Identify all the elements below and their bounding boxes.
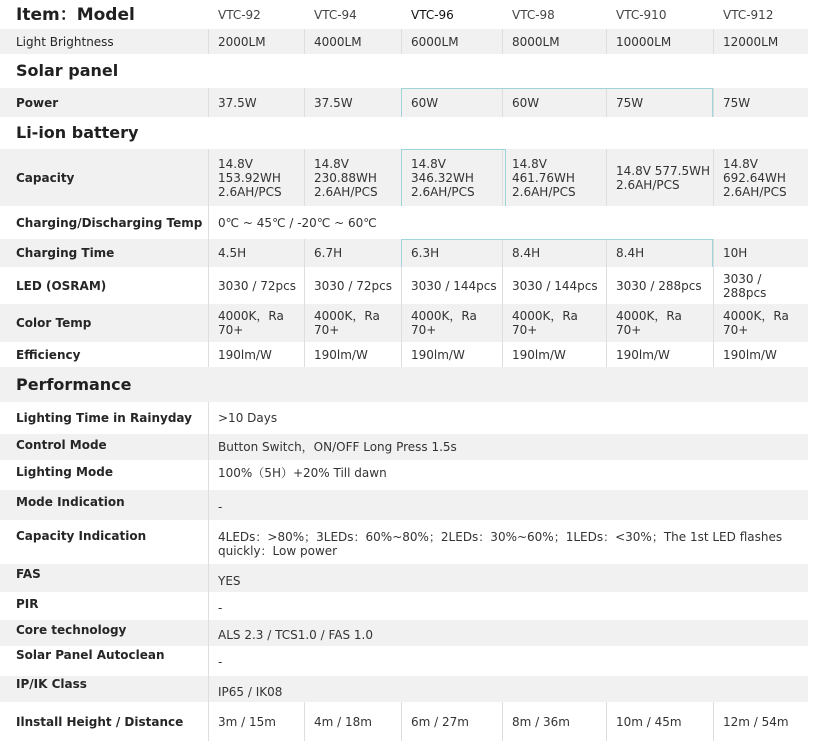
section-title: Li-ion battery xyxy=(16,123,139,142)
row-label: Charging/Discharging Temp xyxy=(16,215,203,230)
cell-value: 3m / 15m xyxy=(218,714,276,729)
header-row xyxy=(0,0,815,29)
cell-value: 6m / 27m xyxy=(411,714,469,729)
row-lighting-time xyxy=(0,402,815,434)
cell-value: 10m / 45m xyxy=(616,714,682,729)
cell-value: 190lm/W xyxy=(411,347,465,362)
right-edge xyxy=(808,0,815,741)
row-label: LED (OSRAM) xyxy=(16,278,107,293)
row-label: Efficiency xyxy=(16,347,81,362)
section-performance xyxy=(0,367,815,402)
cell-value: 37.5W xyxy=(314,95,353,110)
row-label: Ilnstall Height / Distance xyxy=(16,714,184,729)
row-label: Capacity xyxy=(16,170,75,185)
row-label: Charging Time xyxy=(16,246,115,260)
cell-value: 4000K，Ra 70+ xyxy=(512,309,578,337)
cell-value: 4m / 18m xyxy=(314,714,372,729)
row-label: Lighting Time in Rainyday xyxy=(16,411,192,425)
row-efficiency xyxy=(0,342,815,367)
cell-value: 8m / 36m xyxy=(512,714,570,729)
row-label: Core technology xyxy=(16,623,127,637)
cell-value: 4000K，Ra 70+ xyxy=(723,309,789,337)
cell-value: 3030 / 144pcs xyxy=(411,278,497,293)
cell-value: 14.8V 230.88WH 2.6AH/PCS xyxy=(314,156,378,199)
cell-value: 3030 / 72pcs xyxy=(314,278,392,293)
row-label: Light Brightness xyxy=(16,34,114,49)
cell-value: ALS 2.3 / TCS1.0 / FAS 1.0 xyxy=(218,628,373,642)
cell-value: 6000LM xyxy=(411,34,459,49)
cell-value: 12000LM xyxy=(723,34,779,49)
cell-value: 100%（5H）+20% Till dawn xyxy=(218,466,387,480)
cell-value: 37.5W xyxy=(218,95,257,110)
model-header: VTC-94 xyxy=(314,7,357,22)
cell-value: 4LEDs：>80%；3LEDs：60%~80%；2LEDs：30%~60%；1LEDs：<30%；The 1st LED flashes quickly：Low power xyxy=(218,530,783,558)
row-capacity xyxy=(0,149,815,206)
row-charging-time xyxy=(0,239,815,267)
cell-value: 190lm/W xyxy=(723,347,777,362)
cell-value: 3030 / 288pcs xyxy=(723,271,767,300)
row-label: PIR xyxy=(16,597,39,611)
model-header: VTC-910 xyxy=(616,7,667,22)
cell-value: 3030 / 288pcs xyxy=(616,278,702,293)
row-label: Color Temp xyxy=(16,316,92,330)
cell-value: 8.4H xyxy=(512,246,541,260)
row-capacity-indication xyxy=(0,520,815,564)
cell-value: 14.8V 153.92WH 2.6AH/PCS xyxy=(218,156,282,199)
cell-value: 75W xyxy=(616,95,644,110)
cell-value: 190lm/W xyxy=(218,347,272,362)
cell-value: 4000K，Ra 70+ xyxy=(218,309,284,337)
cell-value: 0℃ ~ 45℃ / -20℃ ~ 60℃ xyxy=(218,215,377,230)
cell-value: 14.8V 461.76WH 2.6AH/PCS xyxy=(512,156,576,199)
cell-value: 60W xyxy=(512,95,540,110)
cell-value: 2000LM xyxy=(218,34,266,49)
cell-value: Button Switch，ON/OFF Long Press 1.5s xyxy=(218,440,457,454)
row-charging-temp xyxy=(0,206,815,239)
row-label: Control Mode xyxy=(16,438,107,452)
section-solar-panel xyxy=(0,54,815,88)
row-control-mode xyxy=(0,434,815,460)
row-autoclean xyxy=(0,646,815,676)
cell-value: 3030 / 72pcs xyxy=(218,278,296,293)
row-label: Power xyxy=(16,95,59,110)
model-header: VTC-912 xyxy=(723,7,774,22)
cell-value: 190lm/W xyxy=(512,347,566,362)
row-label: FAS xyxy=(16,567,41,581)
row-fas xyxy=(0,564,815,592)
row-led xyxy=(0,267,815,304)
cell-value: 4.5H xyxy=(218,246,247,260)
row-lighting-mode xyxy=(0,460,815,490)
cell-value: 4000K，Ra 70+ xyxy=(314,309,380,337)
row-ip-class xyxy=(0,676,815,702)
cell-value: 14.8V 577.5WH 2.6AH/PCS xyxy=(616,163,710,192)
cell-value: 4000K，Ra 70+ xyxy=(616,309,682,337)
cell-value: - xyxy=(218,500,223,514)
cell-value: 10H xyxy=(723,246,748,260)
cell-value: 14.8V 346.32WH 2.6AH/PCS xyxy=(411,156,475,199)
cell-value: - xyxy=(218,601,223,615)
model-header: VTC-96 xyxy=(411,7,454,22)
row-label: Lighting Mode xyxy=(16,465,113,479)
cell-value: IP65 / IK08 xyxy=(218,685,283,699)
row-install-height xyxy=(0,702,815,741)
cell-value: 190lm/W xyxy=(314,347,368,362)
row-label: Solar Panel Autoclean xyxy=(16,648,165,662)
cell-value: 4000K，Ra 70+ xyxy=(411,309,477,337)
model-header: VTC-98 xyxy=(512,7,555,22)
row-power xyxy=(0,88,815,117)
cell-value: - xyxy=(218,655,223,669)
cell-value: 8.4H xyxy=(616,246,645,260)
row-label: Capacity Indication xyxy=(16,529,147,543)
cell-value: 60W xyxy=(411,95,439,110)
header-title-cell xyxy=(0,0,208,29)
model-header: VTC-92 xyxy=(218,7,261,22)
row-light-brightness xyxy=(0,29,815,54)
section-title: Performance xyxy=(16,374,132,394)
section-title: Solar panel xyxy=(16,61,119,80)
cell-value: >10 Days xyxy=(218,411,278,425)
row-label: IP/IK Class xyxy=(16,677,87,691)
cell-value: 6.7H xyxy=(314,246,343,260)
cell-value: 8000LM xyxy=(512,34,560,49)
cell-value: YES xyxy=(218,574,241,588)
cell-value: 12m / 54m xyxy=(723,714,789,729)
header-title: Item：Model xyxy=(16,4,135,25)
row-mode-indication xyxy=(0,490,815,520)
cell-value: 6.3H xyxy=(411,246,440,260)
row-color-temp xyxy=(0,304,815,342)
cell-value: 14.8V 692.64WH 2.6AH/PCS xyxy=(723,156,787,199)
row-label: Mode Indication xyxy=(16,495,125,509)
cell-value: 10000LM xyxy=(616,34,672,49)
row-core-technology xyxy=(0,620,815,646)
section-li-ion-battery xyxy=(0,117,815,149)
cell-value: 4000LM xyxy=(314,34,362,49)
cell-value: 3030 / 144pcs xyxy=(512,278,598,293)
cell-value: 75W xyxy=(723,95,751,110)
row-pir xyxy=(0,592,815,620)
cell-value: 190lm/W xyxy=(616,347,670,362)
